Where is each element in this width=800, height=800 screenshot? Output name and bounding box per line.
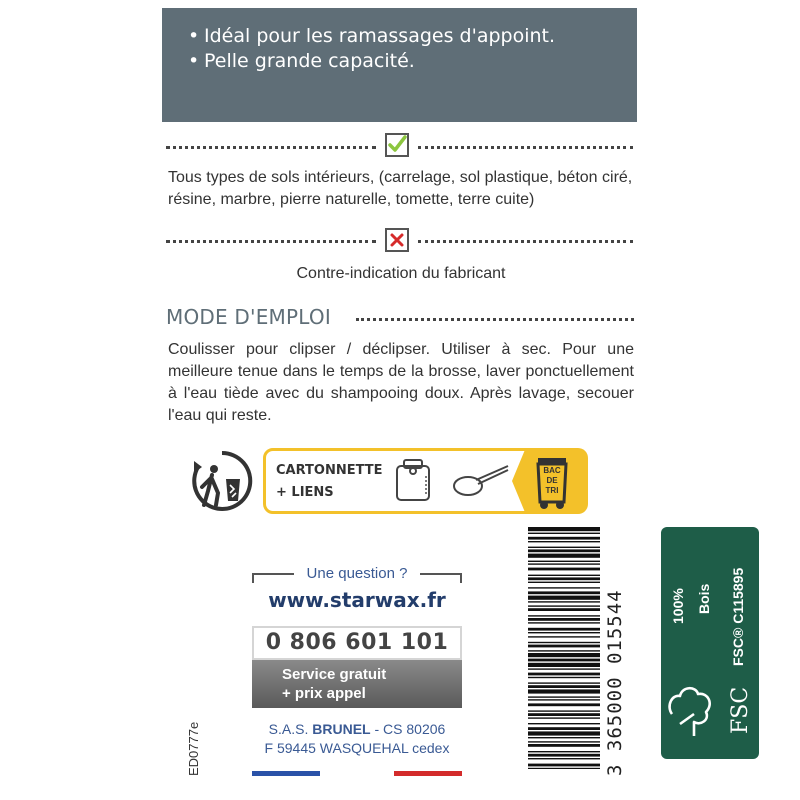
barcode-bar [528,575,600,576]
barcode-bar [528,673,600,676]
reference-code: ED0777e [186,721,201,776]
barcode-bar [528,561,600,562]
barcode-bar [528,751,600,752]
flag-blue-bar [252,771,320,776]
service-info: Service gratuit + prix appel [252,660,462,708]
fsc-tree-icon [666,684,718,740]
barcode-bar [528,547,600,548]
barcode-bar [528,577,600,580]
question-label: Une question ? [306,565,408,582]
suitable-text: Tous types de sols intérieurs, (carrelage, sol plastique, béton ciré, résine, marbre, pierre naturelle, tomette, terre cuite) [168,169,633,208]
barcode-bar [528,596,600,600]
barcode-bar [528,689,600,693]
barcode-bar [528,587,600,588]
barcode-bar [528,615,600,616]
barcode-bar [528,682,600,683]
barcode-bar [528,554,600,558]
barcode-bar [528,754,600,757]
twist-tie-icon [450,462,512,500]
barcode-bar [528,717,600,718]
barcode-bar [528,699,600,700]
barcode-bar [528,601,600,602]
cross-icon [385,228,409,252]
fsc-percent: 100% [670,588,686,624]
barcode-bar [528,758,600,759]
feature-item: • Pelle grande capacité. [188,49,637,74]
barcode-bar [528,537,600,540]
barcode-bar [528,645,600,648]
barcode-bar [528,659,600,662]
recycling-material: CARTONNETTE [276,463,383,478]
barcode-bar [528,533,600,534]
barcode-bar [528,764,600,767]
dotted-separator [418,146,633,149]
barcode-bar [528,696,600,697]
barcode-bar [528,663,600,667]
barcode-bar [528,563,600,564]
website-link[interactable]: www.starwax.fr [268,588,446,612]
barcode-bar [528,713,600,716]
barcode-bar [528,723,600,724]
barcode-bar [528,582,600,583]
barcode-bar [528,768,600,769]
barcode-bar [528,591,600,594]
barcode-bar [528,727,600,730]
dotted-separator [166,240,376,243]
barcode-bar [528,703,600,706]
address-line: F 59445 WASQUEHAL cedex [264,740,450,756]
barcode-bar [528,549,600,552]
barcode-digits: 3 365000 015544 [604,589,626,776]
recycling-extra: + LIENS [276,485,334,500]
barcode-bar [528,632,600,633]
barcode-bar [528,541,600,542]
phone-number: 0 806 601 101 [252,626,462,660]
barcode-bar [528,650,600,651]
section-title: MODE D'EMPLOI [166,305,331,329]
barcode [528,527,600,769]
barcode-bar [528,710,600,711]
features-banner [162,8,637,122]
instructions-text: Coulisser pour clipser / déclipser. Utiliser à sec. Pour une meilleure tenue dans le temps de la brosse, laver ponctuellement à l'eau tiède avec du shampooing doux. Après lavage, secouer l'eau qui reste. [168,341,634,424]
barcode-bar [528,527,600,531]
barcode-bar [528,568,600,571]
barcode-bar [528,741,600,742]
barcode-bar [528,668,600,669]
fsc-logo-text: FSC [728,686,753,734]
dotted-separator [418,240,633,243]
barcode-bar [528,605,600,606]
cardboard-icon [394,458,432,502]
barcode-bar [528,636,600,637]
check-icon [385,133,409,157]
barcode-bar [528,642,600,643]
barcode-bar [528,653,600,657]
barcode-bar [528,685,600,688]
barcode-bar [528,618,600,621]
barcode-bar [528,622,600,623]
barcode-bar [528,608,600,611]
dotted-separator [166,146,376,149]
unsuitable-text: Contre-indication du fabricant [296,265,506,282]
barcode-bar [528,744,600,747]
fsc-license: FSC® C115895 [730,567,746,666]
barcode-bar [528,737,600,738]
recycling-bin-label: BAC DE TRI [543,466,561,495]
dotted-separator [356,318,634,321]
barcode-bar [528,628,600,631]
fsc-material: Bois [696,583,712,614]
barcode-bar [528,677,600,678]
company-line: S.A.S. BRUNEL - CS 80206 [268,721,446,737]
triman-icon [190,449,254,513]
feature-item: • Idéal pour les ramassages d'appoint. [188,24,637,49]
barcode-bar [528,731,600,735]
flag-red-bar [394,771,462,776]
